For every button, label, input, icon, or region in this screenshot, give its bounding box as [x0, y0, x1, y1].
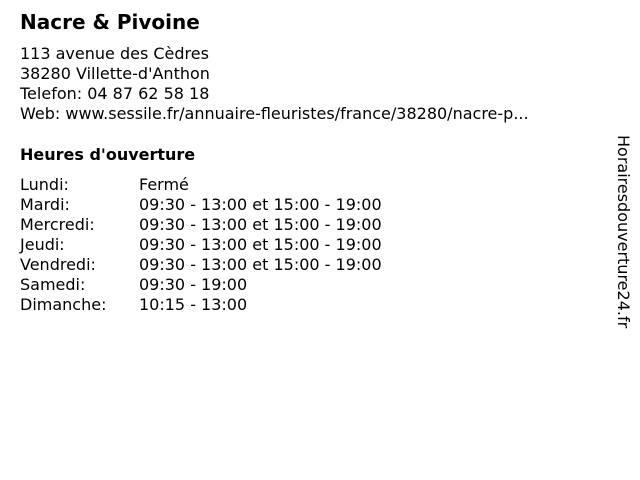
day-hours: 09:30 - 19:00: [139, 275, 248, 294]
day-label: Dimanche:: [20, 295, 107, 314]
opening-hours-heading: Heures d'ouverture: [20, 145, 196, 164]
day-label: Samedi:: [20, 275, 86, 294]
day-label: Jeudi:: [20, 235, 65, 254]
day-hours: 09:30 - 13:00 et 15:00 - 19:00: [139, 215, 382, 234]
street-address: 113 avenue des Cèdres: [20, 44, 209, 63]
business-contact-block: [20, 44, 529, 124]
city-postcode: 38280 Villette-d'Anthon: [20, 64, 210, 83]
day-label: Mardi:: [20, 195, 70, 214]
day-hours: 09:30 - 13:00 et 15:00 - 19:00: [139, 235, 382, 254]
business-name: Nacre & Pivoine: [20, 10, 200, 34]
day-hours: 09:30 - 13:00 et 15:00 - 19:00: [139, 255, 382, 274]
day-hours: Fermé: [139, 175, 189, 194]
site-credit-watermark: Horairesdouverture24.fr: [614, 135, 633, 329]
website-link[interactable]: Web: www.sessile.fr/annuaire-fleuristes/france/38280/nacre-p...: [20, 104, 529, 123]
day-label: Lundi:: [20, 175, 69, 194]
day-label: Vendredi:: [20, 255, 96, 274]
day-hours: 09:30 - 13:00 et 15:00 - 19:00: [139, 195, 382, 214]
day-hours: 10:15 - 13:00: [139, 295, 248, 314]
phone-number: Telefon: 04 87 62 58 18: [20, 84, 210, 103]
day-label: Mercredi:: [20, 215, 95, 234]
